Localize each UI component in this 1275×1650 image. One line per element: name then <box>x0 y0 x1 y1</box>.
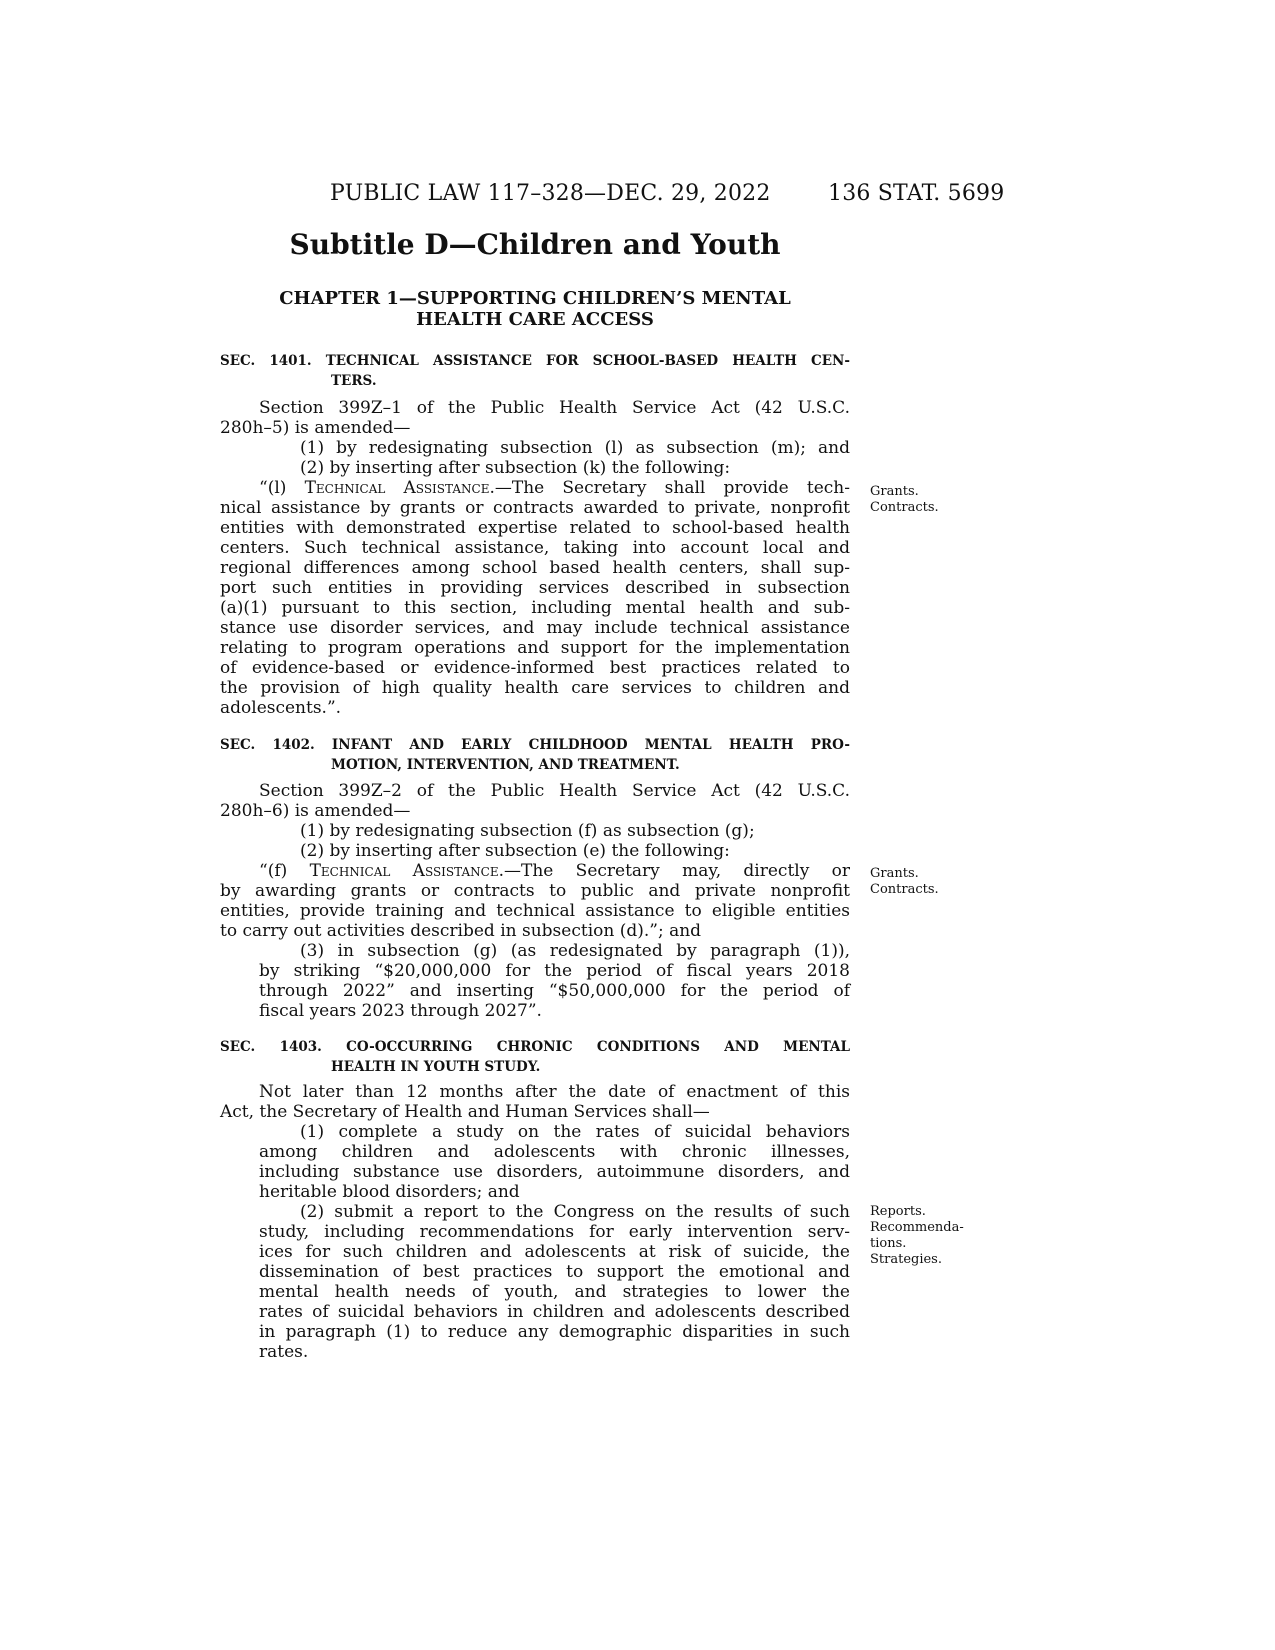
sec-1403-item1-last: heritable blood disorders; and <box>259 1182 520 1202</box>
sec-1403-item2-line: mental health needs of youth, and strategies to lower the <box>259 1282 850 1302</box>
sec-1401-heading-line1: SEC. 1401. TECHNICAL ASSISTANCE FOR SCHOOL-BASED HEALTH CEN- <box>220 353 850 369</box>
margin-note-recommendations-1: Recommenda- <box>870 1220 964 1235</box>
sec-1403-item1-line: among children and adolescents with chronic illnesses, <box>259 1142 850 1162</box>
sec-1402-heading <box>220 735 850 775</box>
sec-1401-item2: (2) by inserting after subsection (k) the following: <box>300 458 731 478</box>
sec-1402-item2: (2) by inserting after subsection (e) the following: <box>300 841 730 861</box>
sec-1403-body <box>220 1082 850 1362</box>
sec-1403-intro-line2: Act, the Secretary of Health and Human Services shall— <box>220 1102 710 1122</box>
sec-1401-quote-line1-rest: .—The Secretary shall provide tech- <box>489 478 850 498</box>
sec-1403-heading <box>220 1037 850 1077</box>
sec-1402-intro-line1: Section 399Z–2 of the Public Health Service Act (42 U.S.C. <box>259 781 850 801</box>
sec-1402-heading-line2: MOTION, INTERVENTION, AND TREATMENT. <box>331 757 680 773</box>
sec-1401-quote-line: nical assistance by grants or contracts awarded to private, nonprofit <box>220 498 850 518</box>
sec-1402-quote-heading: Technical Assistance <box>309 861 499 881</box>
sec-1401-quote-line: of evidence-based or evidence-informed best practices related to <box>220 658 850 678</box>
sec-1401-quote-line: entities with demonstrated expertise related to school-based health <box>220 518 850 538</box>
chapter-heading-line2: HEALTH CARE ACCESS <box>416 309 654 330</box>
sec-1403-intro-line1: Not later than 12 months after the date of enactment of this <box>259 1082 850 1102</box>
sec-1401-quote-line: (a)(1) pursuant to this section, including mental health and sub- <box>220 598 850 618</box>
sec-1402-intro-line2: 280h–6) is amended— <box>220 801 411 821</box>
sec-1402-margin-note <box>870 866 939 898</box>
sec-1401-quote-open: “(l) <box>259 478 305 498</box>
chapter-heading-line1: CHAPTER 1—SUPPORTING CHILDREN’S MENTAL <box>279 288 791 309</box>
margin-note-reports: Reports. <box>870 1204 926 1219</box>
sec-1403-item2-line: dissemination of best practices to support the emotional and <box>259 1262 850 1282</box>
sec-1401-quote-line: the provision of high quality health care services to children and <box>220 678 850 698</box>
sec-1402-body <box>220 781 850 1021</box>
sec-1403-heading-line2: HEALTH IN YOUTH STUDY. <box>331 1059 541 1075</box>
sec-1401-quote-last: adolescents.”. <box>220 698 342 718</box>
subtitle-heading: Subtitle D—Children and Youth <box>289 228 781 261</box>
sec-1403-heading-line1: SEC. 1403. CO-OCCURRING CHRONIC CONDITIONS AND MENTAL <box>220 1039 850 1055</box>
sec-1401-intro-line1: Section 399Z–1 of the Public Health Service Act (42 U.S.C. <box>259 398 850 418</box>
sec-1401-quote-line: relating to program operations and support for the implementation <box>220 638 850 658</box>
sec-1402-item3-line: through 2022” and inserting “$50,000,000 for the period of <box>259 981 850 1001</box>
margin-note-grants: Grants. <box>870 484 919 499</box>
sec-1401-quote-line: port such entities in providing services described in subsection <box>220 578 850 598</box>
sec-1402-item3-line: by striking “$20,000,000 for the period of fiscal years 2018 <box>259 961 850 981</box>
sec-1402-item3-last: fiscal years 2023 through 2027”. <box>259 1001 542 1021</box>
margin-note-grants: Grants. <box>870 866 919 881</box>
sec-1401-quote-line: stance use disorder services, and may include technical assistance <box>220 618 850 638</box>
sec-1402-item3-first: (3) in subsection (g) (as redesignated by paragraph (1)), <box>300 941 850 961</box>
sec-1401-heading-line2: TERS. <box>331 373 377 389</box>
sec-1401-quote-line: centers. Such technical assistance, taking into account local and <box>220 538 850 558</box>
margin-note-recommendations-2: tions. <box>870 1236 907 1251</box>
sec-1402-item1: (1) by redesignating subsection (f) as subsection (g); <box>300 821 755 841</box>
sec-1403-item2-line: rates of suicidal behaviors in children and adolescents described <box>259 1302 850 1322</box>
sec-1403-item1-line: including substance use disorders, autoimmune disorders, and <box>259 1162 850 1182</box>
sec-1403-item2-line: study, including recommendations for early intervention serv- <box>259 1222 850 1242</box>
sec-1401-item1: (1) by redesignating subsection (l) as subsection (m); and <box>300 438 850 458</box>
sec-1402-quote-open: “(f) <box>259 861 310 881</box>
sec-1403-item2-line: ices for such children and adolescents at risk of suicide, the <box>259 1242 850 1262</box>
sec-1402-quote-line1 <box>220 861 850 881</box>
sec-1402-quote-last: to carry out activities described in subsection (d).”; and <box>220 921 702 941</box>
sec-1402-quote-line1-rest: .—The Secretary may, directly or <box>498 861 850 881</box>
sec-1403-item2-line: in paragraph (1) to reduce any demographic disparities in such <box>259 1322 850 1342</box>
sec-1402-quote-line: by awarding grants or contracts to public and private nonprofit <box>220 881 850 901</box>
sec-1401-quote-heading: Technical Assistance <box>304 478 490 498</box>
sec-1402-heading-line1: SEC. 1402. INFANT AND EARLY CHILDHOOD MENTAL HEALTH PRO- <box>220 737 850 753</box>
sec-1401-quote-line: regional differences among school based health centers, shall sup- <box>220 558 850 578</box>
sec-1401-body <box>220 398 850 718</box>
margin-note-contracts: Contracts. <box>870 500 939 515</box>
sec-1401-intro-line2: 280h–5) is amended— <box>220 418 411 438</box>
margin-note-strategies: Strategies. <box>870 1252 942 1267</box>
sec-1403-margin-note <box>870 1204 964 1268</box>
running-header-law: PUBLIC LAW 117–328—DEC. 29, 2022 <box>330 181 771 206</box>
sec-1401-quote-line1 <box>220 478 850 498</box>
sec-1403-item2-last: rates. <box>259 1342 309 1362</box>
sec-1402-quote-line: entities, provide training and technical assistance to eligible entities <box>220 901 850 921</box>
sec-1401-heading <box>220 351 850 391</box>
margin-note-contracts: Contracts. <box>870 882 939 897</box>
chapter-heading <box>220 288 850 330</box>
sec-1403-item2-first: (2) submit a report to the Congress on the results of such <box>300 1202 850 1222</box>
sec-1401-margin-note <box>870 484 939 516</box>
running-header-stat: 136 STAT. 5699 <box>828 181 1005 206</box>
sec-1403-item1-first: (1) complete a study on the rates of suicidal behaviors <box>300 1122 850 1142</box>
